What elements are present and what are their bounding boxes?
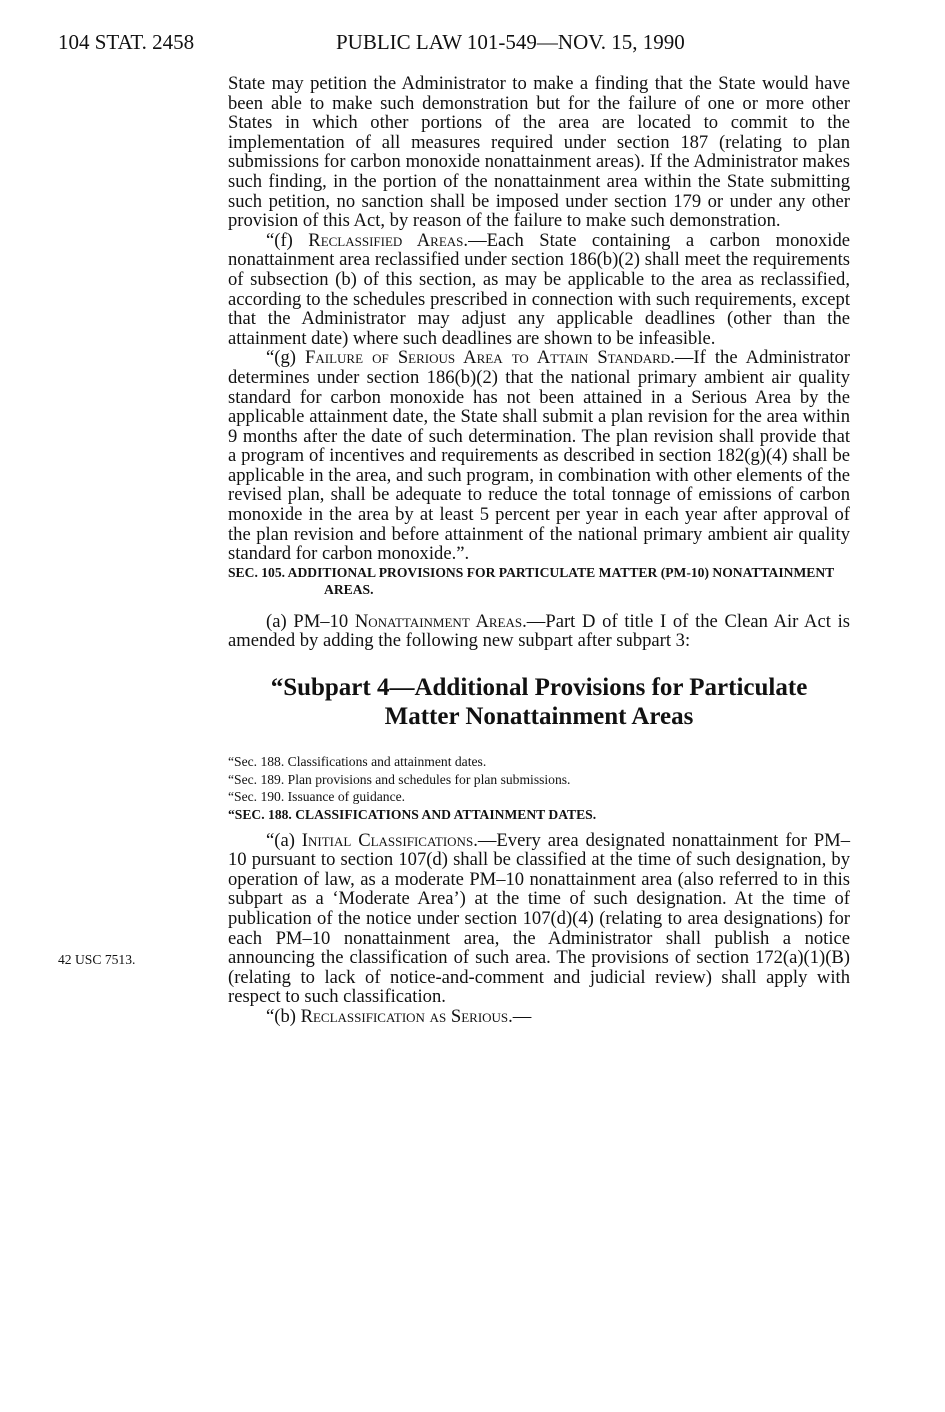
paragraph-f [228,231,850,349]
toc-item: “Sec. 189. Plan provisions and schedules for plan submissions. [228,771,571,787]
subpart-title-line1: “Subpart 4—Additional Provisions for Particulate [270,674,808,702]
paragraph-g-text: .—If the Administrator determines under section 186(b)(2) that the national primary ambient air quality standard for carbon monoxide has not been attained in a Serious Area by the applicable attainment date, the State shall submit a plan revision for the area within 9 months after the date of such determination. The plan revision shall provide that a program of incentives and requirements as described in section 182(g)(4) shall be applicable in the area, and such program, in combination with other elements of the revised plan, shall be adequate to reduce the total tonnage of emissions of carbon monoxide in the area by at least 5 percent per year in each year after approval of the plan revision and before attainment of the national primary ambient air quality standard for carbon monoxide.”. [228,347,850,565]
public-law-citation: PUBLIC LAW 101-549—NOV. 15, 1990 [336,30,685,54]
section-188-b-heading: Reclassification as Serious [300,1005,509,1027]
section-188-b-text: .— [508,1005,532,1027]
section-188-paragraph-b [228,1007,850,1027]
paragraph-g [228,348,850,564]
document-body [228,74,850,1026]
page-header [58,30,878,56]
section-105-a-heading: Nonattainment Areas [354,610,523,632]
paragraph-g-heading: Failure of Serious Area to Attain Standard [305,347,671,369]
section-188-paragraph-a [228,831,850,1007]
usc-margin-note: 42 USC 7513. [58,952,136,967]
section-105-a-label: (a) PM–10 [266,610,355,632]
section-188-a-label: “(a) [266,829,302,851]
section-188-heading: “SEC. 188. CLASSIFICATIONS AND ATTAINMENT DATES. [228,806,597,822]
paragraph-f-label: “(f) [266,229,309,251]
statute-page-number: 104 STAT. 2458 [58,30,195,54]
table-of-contents [228,753,850,806]
section-188-a-text: .—Every area designated nonattainment for PM–10 pursuant to section 107(d) shall be classified at the time of such designation, by operation of law, as a moderate PM–10 nonattainment area (also referred to in this subpart as a ‘Moderate Area’) at the time of such designation. At the time of publication of the notice under section 107(d)(4) (relating to area designations) for each PM–10 nonattainment area, the Administrator shall publish a notice announcing the classification of such area. The provisions of section 172(a)(1)(B) (relating to lack of notice-and-comment and judicial review) shall apply with respect to such classification. [228,829,850,1008]
subpart-title-line2: Matter Nonattainment Areas [384,703,694,731]
toc-item: “Sec. 190. Issuance of guidance. [228,789,406,805]
section-105-paragraph-a [228,612,850,651]
paragraph-f-text: .—Each State containing a carbon monoxide nonattainment area reclassified under section 186(b)(2) shall meet the requirements of subsection (b) of this section, as may be applicable to the area as reclassified, according to the schedules prescribed in connection with such requirements, except that the Administrator may adjust any applicable deadlines (other than the attainment date) where such deadlines are shown to be infeasible. [228,229,850,349]
subpart-title [228,673,850,731]
section-188-b-label: “(b) [266,1005,301,1027]
paragraph-continuation: State may petition the Administrator to make a finding that the State would have been able to make such demonstration but for the failure of one or more other States in which other portions of the area are located to commit to the implementation of all measures required under section 187 (relating to plan submissions for carbon monoxide nonattainment areas). If the Administrator makes such finding, in the portion of the nonattainment area within the State submitting such petition, no sanction shall be imposed under section 179 or under any other provision of this Act, by reason of the failure to make such demonstration. [228,73,850,232]
paragraph-g-label: “(g) [266,347,306,369]
section-105-a-text: .—Part D of title I of the Clean Air Act is amended by adding the following new subpart after subpart 3: [228,610,850,652]
paragraph-f-heading: Reclassified Areas [308,229,464,251]
toc-item: “Sec. 188. Classifications and attainment dates. [228,754,487,770]
section-188-a-heading: Initial Classifications [301,829,474,851]
section-105-heading: SEC. 105. ADDITIONAL PROVISIONS FOR PARTICULATE MATTER (PM-10) NONATTAINMENT AREAS. [228,564,835,597]
